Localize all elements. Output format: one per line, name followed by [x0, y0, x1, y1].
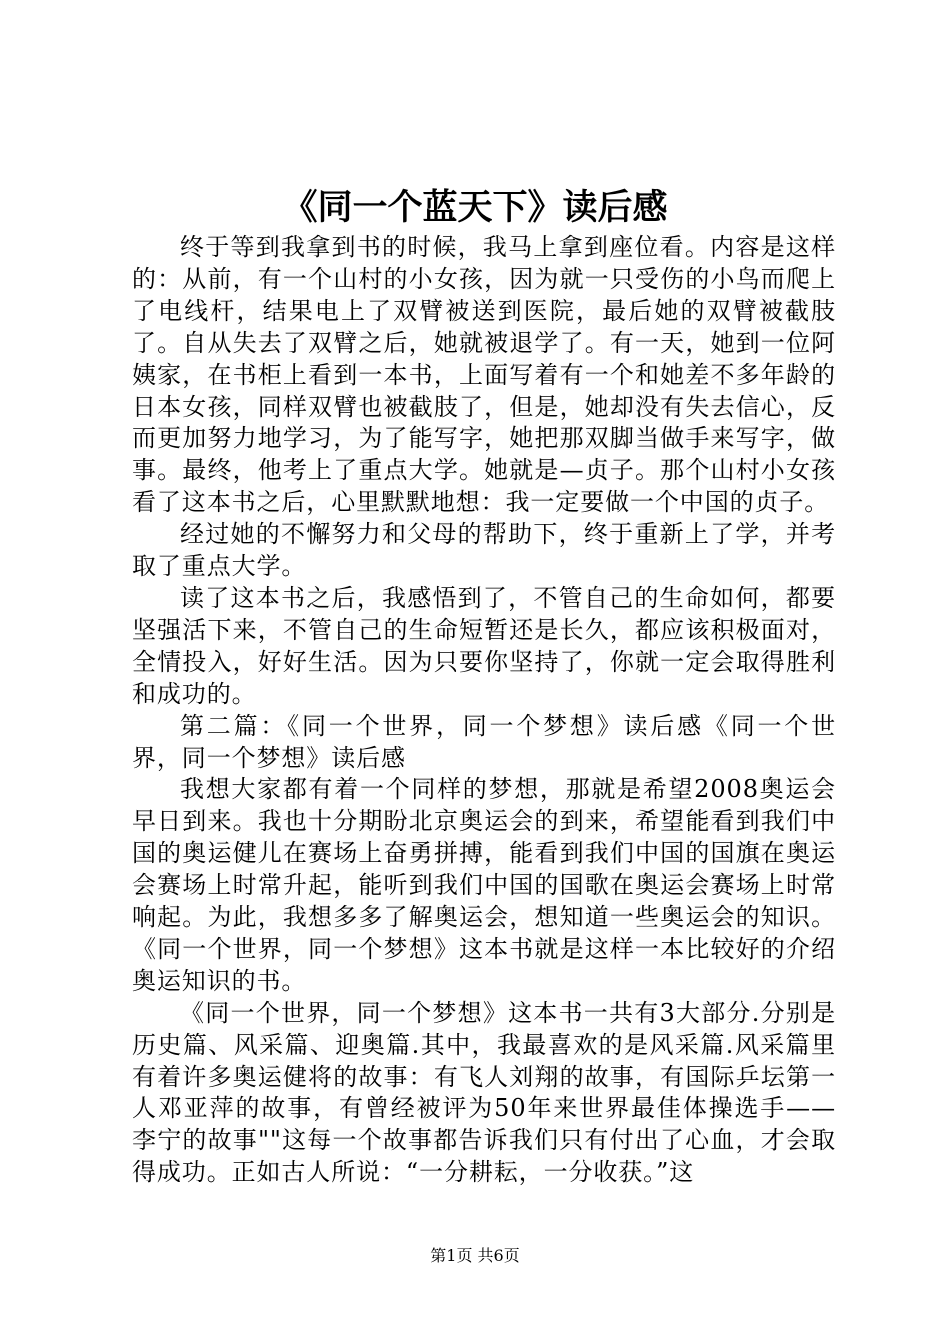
paragraph-3: 读了这本书之后，我感悟到了，不管自己的生命如何，都要坚强活下来，不管自己的生命短暂还是长久，都应该积极面对，全情投入，好好生活。因为只要你坚持了，你就一定会取得胜利和成功的。	[132, 583, 836, 708]
paragraph-6: 《同一个世界，同一个梦想》这本书一共有3大部分.分别是历史篇、风采篇、迎奥篇.其中，我最喜欢的是风采篇.风采篇里有着许多奥运健将的故事：有飞人刘翔的故事，有国际乒坛第一人邓亚萍的故事，有曾经被评为50年来世界最佳体操选手——李宁的故事""这每一个故事都告诉我们只有付出了心血，才会取得成功。正如古人所说：“一分耕耘，一分收获。”这	[132, 998, 836, 1187]
document-body	[132, 232, 836, 1189]
paragraph-5: 我想大家都有着一个同样的梦想，那就是希望2008奥运会早日到来。我也十分期盼北京奥运会的到来，希望能看到我们中国的奥运健儿在赛场上奋勇拼搏，能看到我们中国的国旗在奥运会赛场上时常升起，能听到我们中国的国歌在奥运会赛场上时常响起。为此，我想多多了解奥运会，想知道一些奥运会的知识。《同一个世界，同一个梦想》这本书就是这样一本比较好的介绍奥运知识的书。	[132, 775, 836, 995]
paragraph-1: 终于等到我拿到书的时候，我马上拿到座位看。内容是这样的：从前，有一个山村的小女孩，因为就一只受伤的小鸟而爬上了电线杆，结果电上了双臂被送到医院，最后她的双臂被截肢了。自从失去了双臂之后，她就被退学了。有一天，她到一位阿姨家，在书柜上看到一本书，上面写着有一个和她差不多年龄的日本女孩，同样双臂也被截肢了，但是，她却没有失去信心，反而更加努力地学习，为了能写字，她把那双脚当做手来写字，做事。最终，他考上了重点大学。她就是—贞子。那个山村小女孩看了这本书之后，心里默默地想：我一定要做一个中国的贞子。	[132, 233, 836, 517]
paragraph-4: 第二篇：《同一个世界，同一个梦想》读后感《同一个世界，同一个梦想》读后感	[132, 711, 836, 772]
document-title: 《同一个蓝天下》读后感	[282, 187, 668, 228]
paragraph-2: 经过她的不懈努力和父母的帮助下，终于重新上了学，并考取了重点大学。	[132, 520, 836, 581]
page-number-footer: 第1页 共6页	[430, 1246, 520, 1265]
